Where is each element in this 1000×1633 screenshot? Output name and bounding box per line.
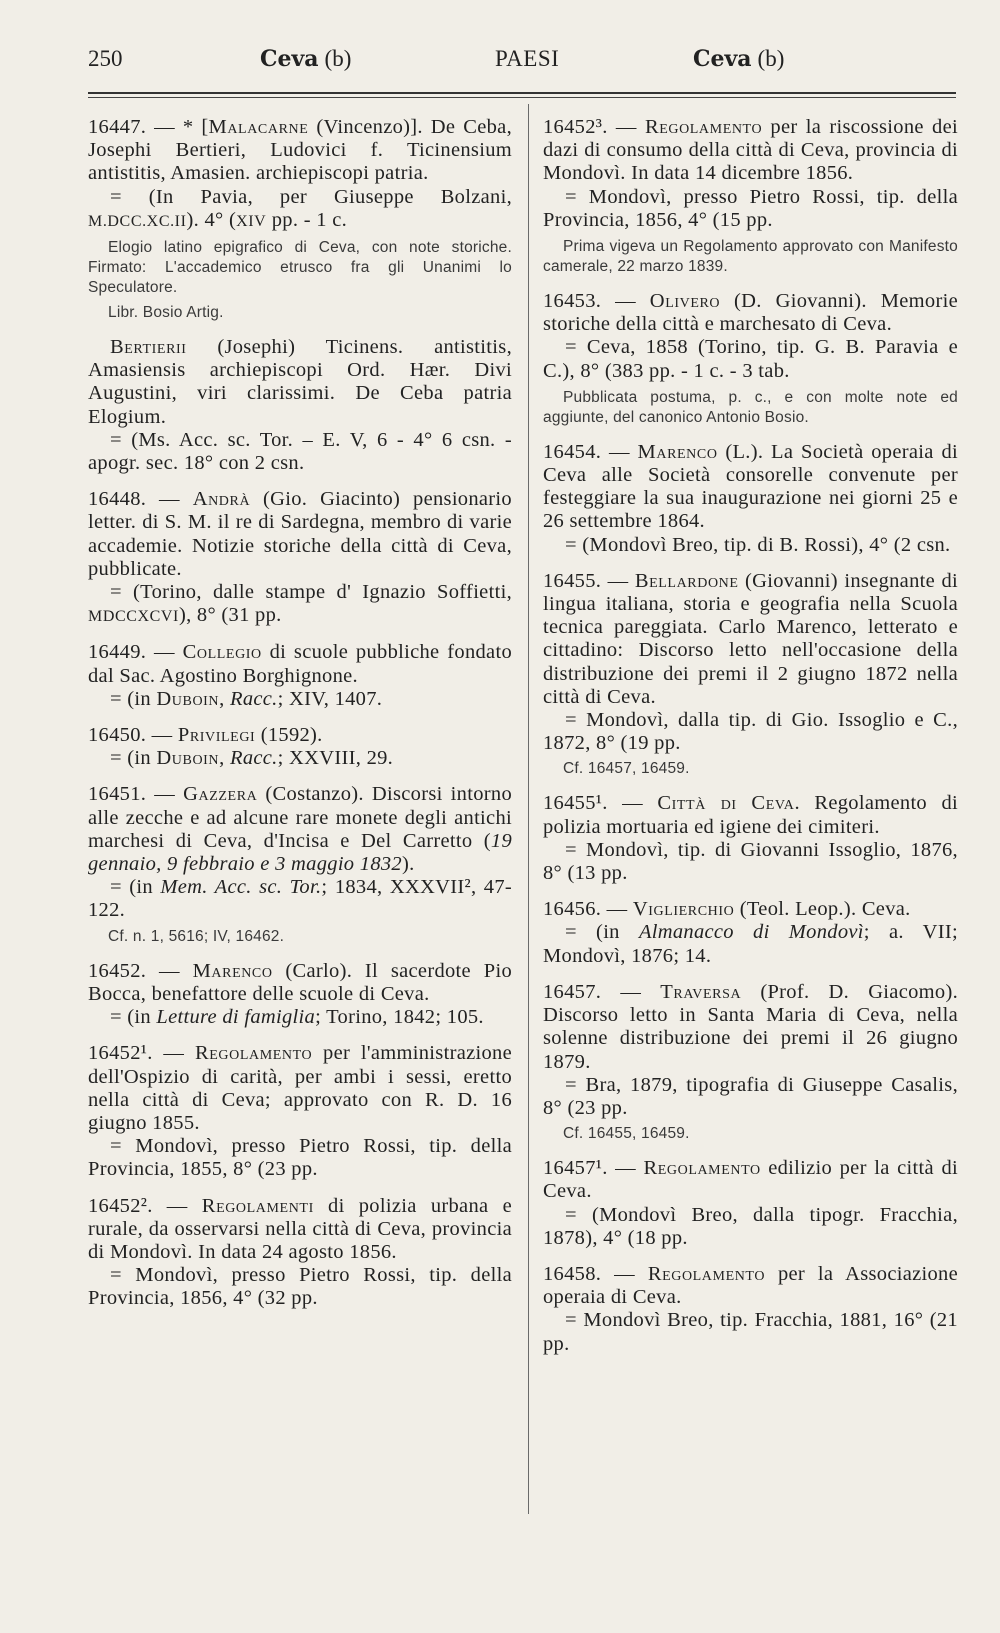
entry-number: 16454. (543, 440, 602, 463)
entry-imprint (88, 1006, 512, 1029)
imprint-text: ; a. VII; Mondovì, 1876; 14. (543, 921, 958, 967)
entry-author: Regolamento (647, 1262, 766, 1285)
entry-author: Città di Ceva (657, 792, 795, 815)
imprint-text: ; XXVIII, 29. (277, 747, 394, 770)
imprint-text: = (In Pavia, per Giuseppe Bolzani, (110, 185, 512, 208)
entry-heading (543, 981, 958, 1074)
entry-cross-reference: Cf. 16457, 16459. (563, 760, 690, 778)
title-italic: 19 gennaio, 9 febbraio e 3 maggio 1832 (88, 829, 512, 876)
entry-author: Malacarne (208, 116, 309, 138)
entry-title: (Teol. Leop.). Ceva. (734, 898, 911, 921)
entry-number: 16452². (88, 1194, 153, 1217)
entry-author: Regolamento (643, 1157, 761, 1180)
entry-16454 (543, 441, 958, 557)
entry-heading (88, 1195, 512, 1265)
entry-16449 (88, 641, 512, 711)
entry-title: (D. Giovanni). Memorie storiche della città e marchesato di Ceva. (543, 290, 958, 336)
entry-number: 16448. (88, 488, 147, 511)
entry-heading (88, 116, 512, 186)
entry-heading (543, 1263, 958, 1309)
entry-imprint (88, 688, 512, 711)
entry-number: 16451. (88, 783, 147, 806)
entry-16456 (543, 898, 958, 968)
entry-imprint: = Mondovì, presso Pietro Rossi, tip. della Provincia, 1856, 4° (32 pp. (88, 1264, 512, 1310)
entry-lead: — (601, 569, 635, 592)
imprint-text: = (Torino, dalle stampe d' Ignazio Soffietti, (110, 581, 512, 604)
running-place-right: Ceva (693, 46, 752, 72)
entry-heading (543, 116, 958, 186)
entry-author: Bellardone (634, 569, 739, 592)
entry-16451 (88, 783, 512, 946)
entry-author: Olivero (649, 290, 721, 313)
entry-number: 16457¹. (543, 1157, 608, 1180)
section-title: PAESI (495, 46, 560, 71)
entry-lead: — (601, 898, 633, 921)
entry-title-end: ). (402, 853, 415, 876)
imprint-smallcaps: MDCCXCVI (88, 608, 179, 626)
entry-number: 16456. (543, 898, 602, 921)
entry-author: Regolamento (644, 116, 763, 138)
entry-16457-1 (543, 1157, 958, 1250)
imprint-text: = (in (110, 687, 157, 710)
running-head (88, 46, 956, 80)
entry-note: Prima vigeva un Regolamento approvato con Manifesto camerale, 22 marzo 1839. (543, 238, 958, 276)
entry-16447 (88, 116, 512, 323)
entry-16452-1 (88, 1042, 512, 1181)
entry-note: Pubblicata postuma, p. c., e con molte note ed aggiunte, del canonico Antonio Bosio. (543, 388, 958, 426)
entry-heading (88, 488, 512, 581)
entry-title: (Vincenzo)]. De Ceba, Josephi Bertieri, Ludovici f. Ticinensium antistitis, Amasien. archiepiscopi patria. (88, 116, 512, 185)
entry-16448 (88, 488, 512, 628)
entry-title: di scuole pubbliche fondato dal Sac. Agostino Borghignone. (88, 641, 512, 687)
entry-title: (Gio. Giacinto) pensionario letter. di S. M. il re di Sardegna, membro di varie accademie. Notizie storiche della città di Ceva, pubblicate. (88, 488, 512, 580)
running-suffix-left: (b) (324, 46, 352, 71)
entry-imprint: = Bra, 1879, tipografia di Giuseppe Casalis, 8° (23 pp. (543, 1073, 958, 1119)
entry-location: Libr. Bosio Artig. (108, 304, 224, 322)
imprint-text: ). 4° ( (186, 208, 237, 231)
entry-heading (543, 1157, 958, 1203)
entry-author: Regolamento (195, 1042, 313, 1065)
imprint-text: = (in (565, 921, 639, 944)
imprint-smallcaps: Duboin (156, 687, 220, 710)
page-number: 250 (88, 46, 123, 71)
left-column (88, 116, 512, 1311)
entry-note: Elogio latino epigrafico di Ceva, con note storiche. Firmato: L'accademico etrusco fra gli Unanimi lo Speculatore. (88, 239, 512, 297)
entry-number: 16447. (88, 116, 147, 138)
entry-lead: — (146, 783, 184, 806)
entry-lead: — (601, 440, 638, 463)
imprint-italic: Racc. (230, 747, 278, 770)
entry-title: per la Associazione operaia di Ceva. (543, 1262, 959, 1309)
entry-imprint: = Mondovì, presso Pietro Rossi, tip. della Provincia, 1856, 4° (15 pp. (543, 185, 958, 231)
entry-lead: — * [ (146, 116, 209, 138)
entry-lead: — (146, 488, 193, 511)
entry-imprint: = Mondovì, presso Pietro Rossi, tip. della Provincia, 1855, 8° (23 pp. (88, 1135, 512, 1181)
entry-lead: — (607, 116, 645, 138)
imprint-text: = (in (110, 747, 157, 770)
entry-author: Gazzera (183, 783, 258, 806)
entry-heading (88, 960, 512, 1006)
imprint-text: pp. - 1 c. (266, 208, 348, 231)
entry-heading (543, 290, 958, 336)
imprint-text: ), 8° (31 pp. (178, 604, 282, 627)
entry-heading (543, 570, 958, 709)
entry-lead: — (146, 641, 183, 664)
entry-title: (Josephi) Ticinens. antistitis, Amasiensis archiepiscopi Ord. Hær. Divi Augustini, viri clarissimi. De Ceba patria Elogium. (88, 336, 512, 428)
entry-number: 16455¹. (543, 792, 608, 815)
header-rule-thick (88, 92, 956, 94)
entry-author: Bertierii (110, 336, 187, 359)
imprint-text: , (219, 687, 230, 710)
header-rule-thin (88, 97, 956, 98)
entry-lead: — (601, 290, 650, 313)
entry-16455 (543, 570, 958, 780)
entry-title: per l'amministrazione dell'Ospizio di carità, per ambi i sessi, eretto nella città di Ceva; approvato con R. D. 16 giugno 1855. (88, 1042, 512, 1134)
entry-lead: — (152, 1194, 202, 1217)
entry-lead: — (607, 792, 658, 815)
entry-number: 16457. (543, 980, 602, 1003)
entry-heading (543, 792, 958, 838)
imprint-smallcaps: Duboin (156, 747, 220, 770)
entry-title: di polizia urbana e rurale, da osservarsi nella città di Ceva, provincia di Mondovì. In data 24 agosto 1856. (88, 1194, 512, 1263)
entry-imprint: = (Ms. Acc. sc. Tor. – E. V, 6 - 4° 6 csn. - apogr. sec. 18° con 2 csn. (88, 428, 512, 475)
entry-imprint (88, 876, 512, 922)
entry-number: 16449. (88, 641, 147, 664)
entry-title: (Giovanni) insegnante di lingua italiana, storia e geografia nella Scuola tecnica pareggiata. Carlo Marenco, letterato e cittadino: Discorso letto nell'occasione della distribuzione dei premi il 2 giugno 1872 nella città di Ceva. (543, 569, 958, 708)
entry-author: Regolamenti (201, 1194, 314, 1217)
entry-16458 (543, 1263, 958, 1356)
entry-lead: — (146, 959, 193, 982)
imprint-text: ; Torino, 1842; 105. (315, 1006, 484, 1029)
entry-heading (88, 641, 512, 687)
column-divider (528, 104, 529, 1514)
entry-imprint: = Mondovì, dalla tip. di Gio. Issoglio e C., 1872, 8° (19 pp. (543, 709, 958, 755)
entry-imprint (88, 747, 512, 770)
entry-number: 16455. (543, 569, 602, 592)
entry-author: Marenco (637, 440, 718, 463)
entry-cross-reference: Cf. n. 1, 5616; IV, 16462. (108, 927, 285, 945)
entry-heading (88, 336, 512, 429)
entry-16457 (543, 981, 958, 1144)
entry-cross-reference: Cf. 16455, 16459. (563, 1125, 690, 1143)
running-title-right (693, 46, 784, 72)
entry-title: edilizio per la città di Ceva. (543, 1157, 958, 1203)
entry-heading (543, 898, 958, 921)
entry-number: 16452. (88, 959, 147, 982)
entry-number: 16453. (543, 290, 602, 313)
entry-number: 16458. (543, 1262, 602, 1285)
entry-author: Andrà (192, 488, 251, 511)
entry-lead: — (152, 1042, 195, 1065)
entry-imprint: = (Mondovì Breo, dalla tipogr. Fracchia, 1878), 4° (18 pp. (543, 1203, 958, 1249)
imprint-italic: Almanacco di Mondovì (638, 921, 864, 944)
entry-author: Marenco (192, 959, 273, 982)
entry-16452-2 (88, 1195, 512, 1311)
entry-heading (88, 1042, 512, 1135)
running-place-left: Ceva (260, 46, 319, 72)
entry-16450 (88, 724, 512, 770)
imprint-text: ; 1834, XXXVII², 47-122. (88, 876, 513, 922)
entry-title: (Prof. D. Giacomo). Discorso letto in Santa Maria di Ceva, nella solenne distribuzione dei premi il 26 giugno 1879. (543, 980, 959, 1073)
entry-16455-1 (543, 792, 958, 885)
imprint-text: , (219, 747, 230, 770)
imprint-smallcaps: XIV (236, 212, 267, 230)
entry-author: Viglierchio (632, 898, 735, 921)
entry-16452 (88, 960, 512, 1030)
entry-imprint (88, 581, 512, 628)
entry-imprint: = Mondovì, tip. di Giovanni Issoglio, 1876, 8° (13 pp. (543, 838, 958, 885)
entry-lead: — (601, 980, 661, 1003)
entry-16452-3 (543, 116, 958, 277)
entry-author: Traversa (660, 980, 742, 1003)
entry-title: (1592). (255, 724, 323, 747)
entry-number: 16450. (88, 724, 147, 747)
entry-bertierii (88, 336, 512, 475)
right-column (543, 116, 958, 1356)
imprint-text: ; XIV, 1407. (277, 687, 383, 710)
entry-lead: — (607, 1157, 644, 1180)
entry-lead: — (601, 1262, 648, 1285)
entry-imprint (88, 186, 512, 233)
running-suffix-right: (b) (757, 46, 785, 71)
imprint-text: = (in (110, 876, 161, 899)
entry-heading (88, 724, 512, 747)
entry-imprint: = (Mondovì Breo, tip. di B. Rossi), 4° (2 csn. (565, 533, 951, 556)
imprint-text: = (in (110, 1006, 157, 1029)
entry-title: per la riscossione dei dazi di consumo della città di Ceva, provincia di Mondovì. In data 14 dicembre 1856. (543, 116, 958, 185)
entry-title: (Carlo). Il sacerdote Pio Bocca, benefattore delle scuole di Ceva. (88, 959, 512, 1005)
imprint-italic: Mem. Acc. sc. Tor. (160, 876, 322, 899)
entry-title: (L.). La Società operaia di Ceva alle Società consorelle convenute per festeggiare la sua inaugurazione nei giorni 25 e 26 settembre 1864. (543, 440, 958, 533)
entry-number: 16452¹. (88, 1042, 153, 1065)
imprint-italic: Racc. (230, 687, 278, 710)
running-title-left (260, 46, 351, 72)
entry-title: (Costanzo). Discorsi intorno alle zecche e ad alcune rare monete degli antichi marchesi di Ceva, d'Incisa e Del Carretto ( (88, 783, 512, 852)
entry-heading (88, 783, 512, 876)
entry-imprint: = Mondovì Breo, tip. Fracchia, 1881, 16° (21 pp. (543, 1309, 958, 1355)
entry-lead: — (146, 724, 178, 747)
entry-number: 16452³. (543, 116, 608, 138)
entry-imprint (543, 921, 958, 967)
entry-author: Collegio (182, 641, 262, 664)
entry-heading (543, 441, 958, 534)
entry-author: Privilegi (177, 724, 256, 747)
entry-title: . Regolamento di polizia mortuaria ed igiene dei cimiteri. (543, 792, 958, 838)
imprint-italic: Letture di famiglia (156, 1006, 316, 1029)
entry-16453 (543, 290, 958, 428)
imprint-smallcaps: M.DCC.XC.II (88, 212, 187, 230)
entry-imprint: = Ceva, 1858 (Torino, tip. G. B. Paravia e C.), 8° (383 pp. - 1 c. - 3 tab. (543, 336, 958, 382)
